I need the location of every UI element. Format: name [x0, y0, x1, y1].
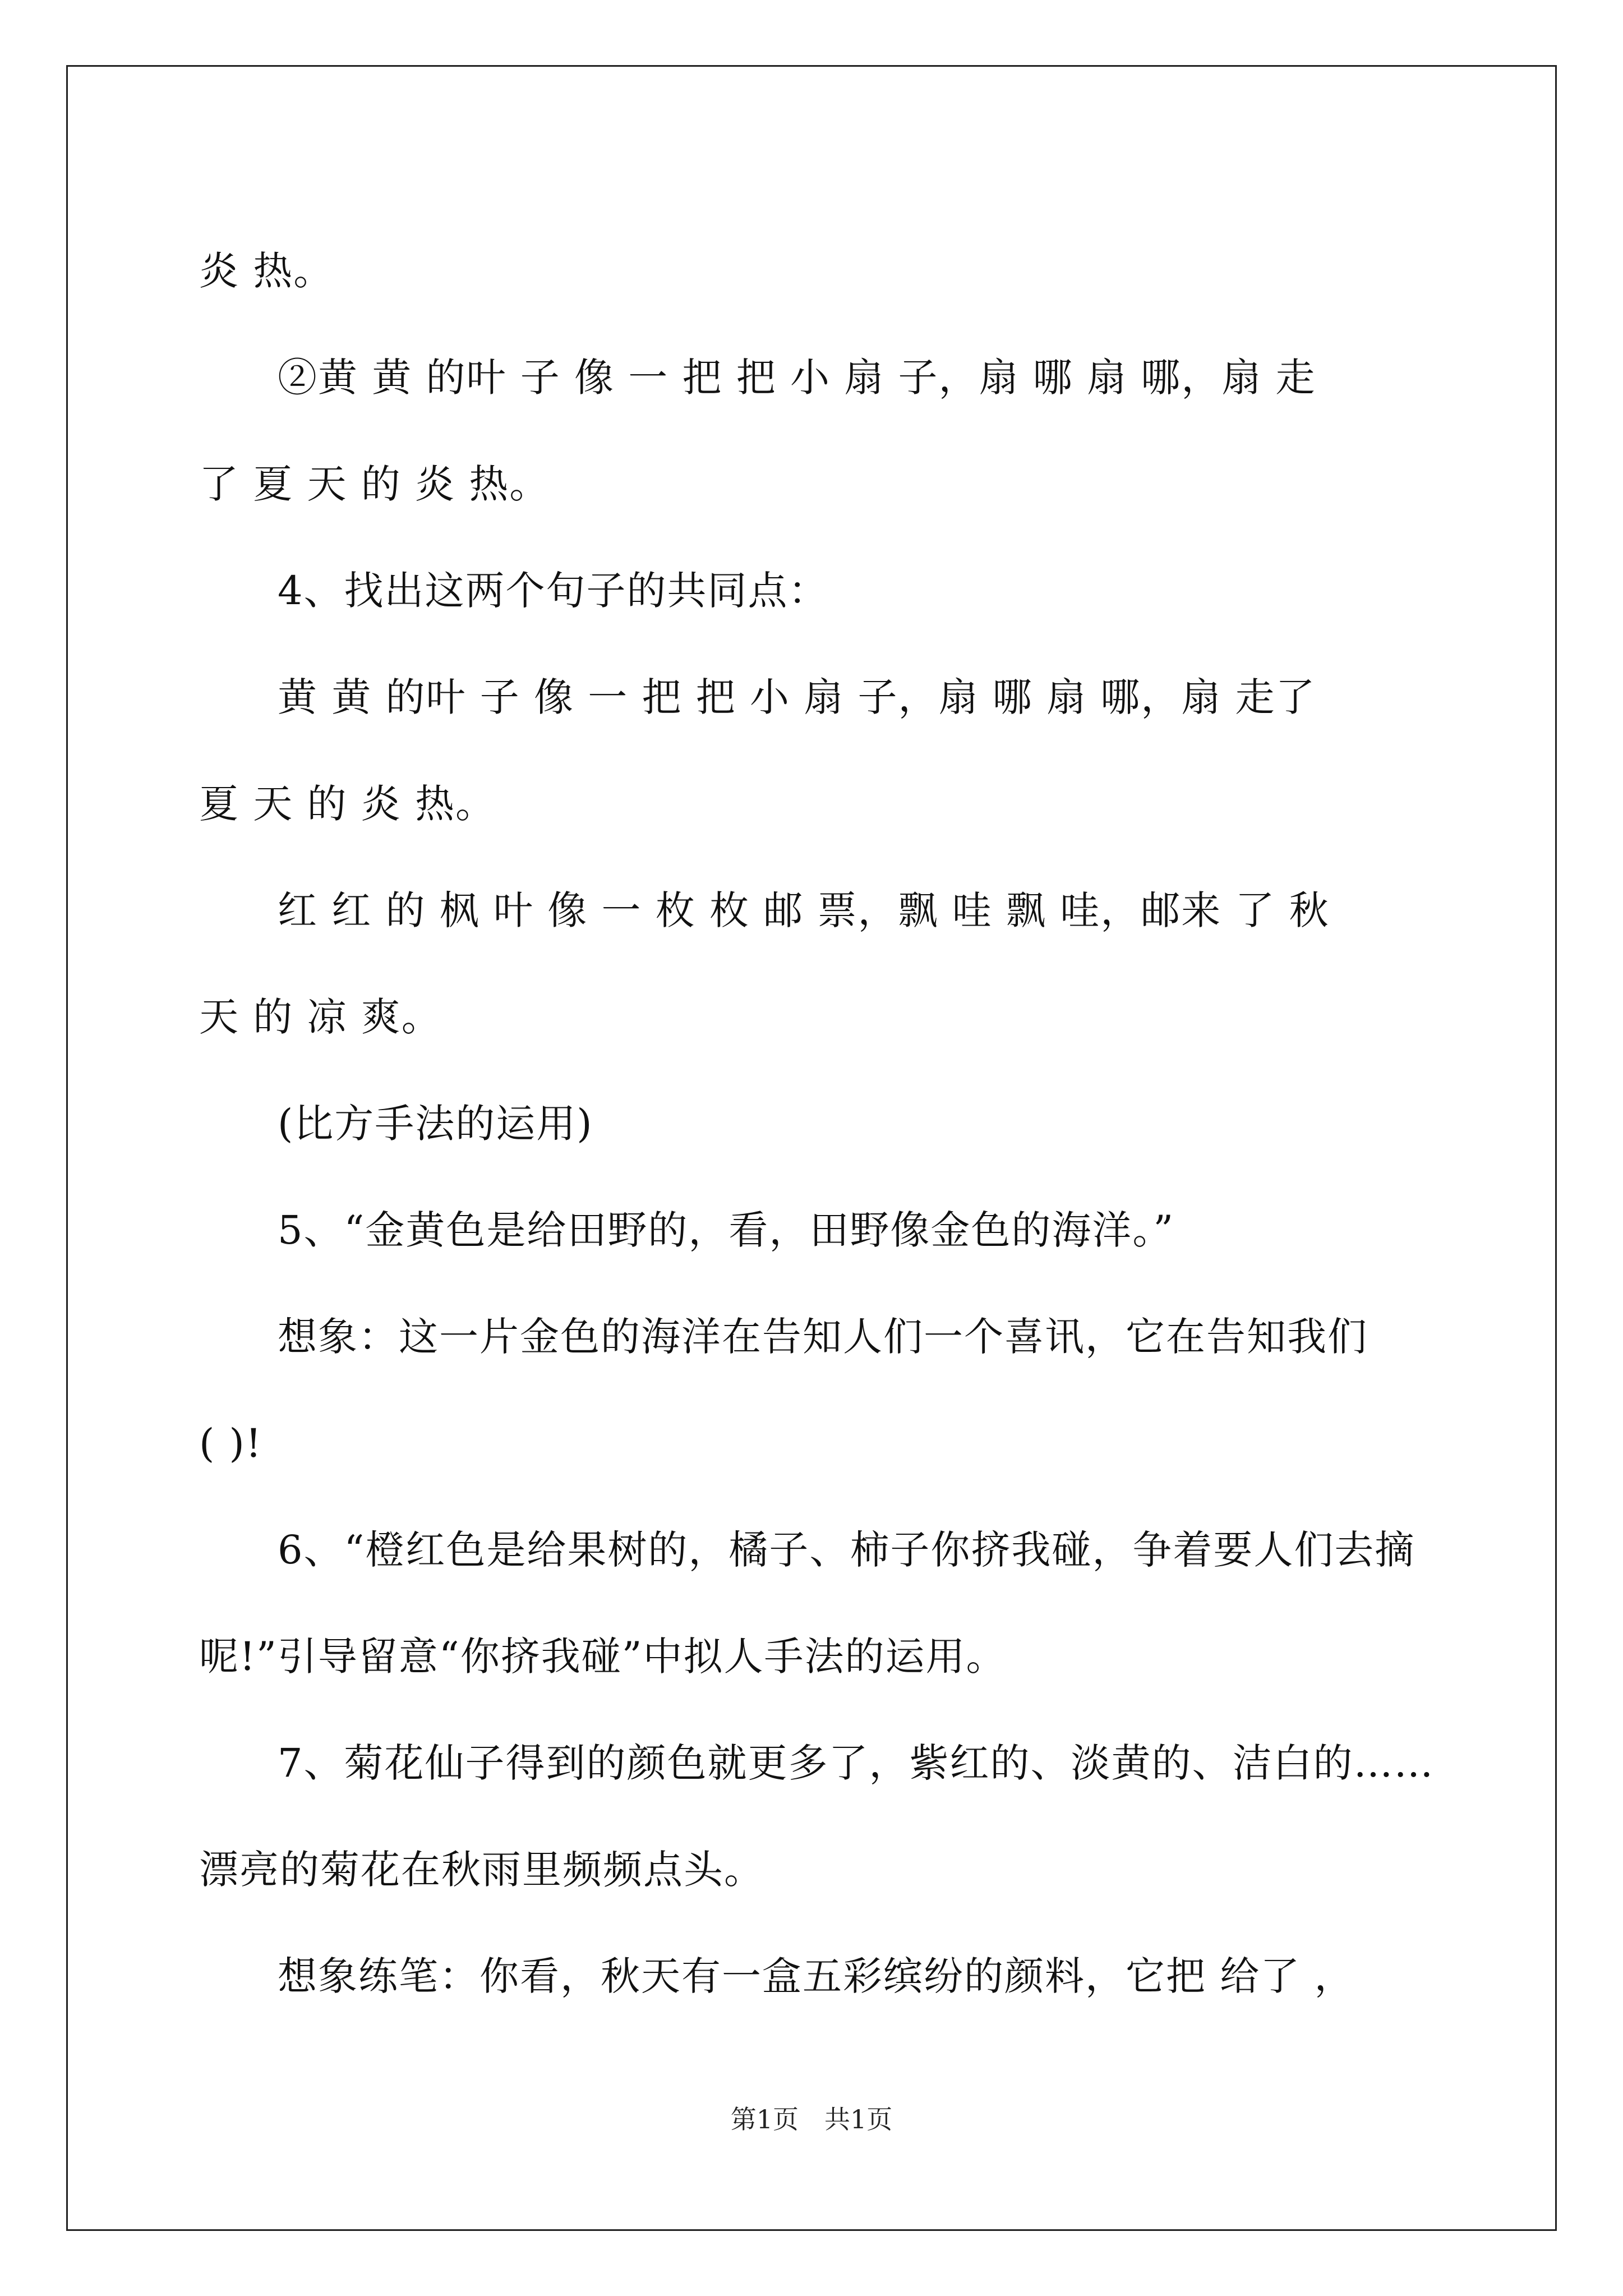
- text-line: 夏 天 的 炎 热。: [199, 781, 496, 827]
- text-line: ( )!: [199, 1420, 262, 1466]
- text-line: 呢!”引导留意“你挤我碰”中拟人手法的运用。: [199, 1634, 1007, 1680]
- text-line: 想象练笔：你看，秋天有一盒五彩缤纷的颜料，它把 给了 ，: [278, 1953, 1355, 1999]
- text-line: 漂亮的菊花在秋雨里频频点头。: [199, 1847, 764, 1893]
- text-line: (比方手法的运用): [278, 1101, 593, 1147]
- text-line: 想象：这一片金色的海洋在告知人们一个喜讯，它在告知我们: [278, 1314, 1368, 1360]
- text-line: 红 红 的 枫 叶 像 一 枚 枚 邮 票，飘 哇 飘 哇，邮来 了 秋: [278, 887, 1330, 933]
- text-line: 黄 黄 的叶 子 像 一 把 把 小 扇 子，扇 哪 扇 哪，扇 走了: [278, 674, 1316, 720]
- text-line: 4、找出这两个句子的共同点：: [278, 568, 829, 614]
- text-line: 5、“金黄色是给田野的，看，田野像金色的海洋。”: [278, 1207, 1175, 1253]
- text-line: 了 夏 天 的 炎 热。: [199, 461, 550, 507]
- text-line: 7、菊花仙子得到的颜色就更多了，紫红的、淡黄的、洁白的……: [278, 1740, 1435, 1786]
- text-line: 6、“橙红色是给果树的，橘子、柿子你挤我碰，争着要人们去摘: [278, 1527, 1415, 1573]
- text-line: ②黄 黄 的叶 子 像 一 把 把 小 扇 子，扇 哪 扇 哪，扇 走: [278, 355, 1316, 401]
- page-footer: 第1页 共1页: [730, 2104, 893, 2134]
- text-line: 炎 热。: [199, 248, 334, 294]
- text-line: 天 的 凉 爽。: [199, 994, 442, 1040]
